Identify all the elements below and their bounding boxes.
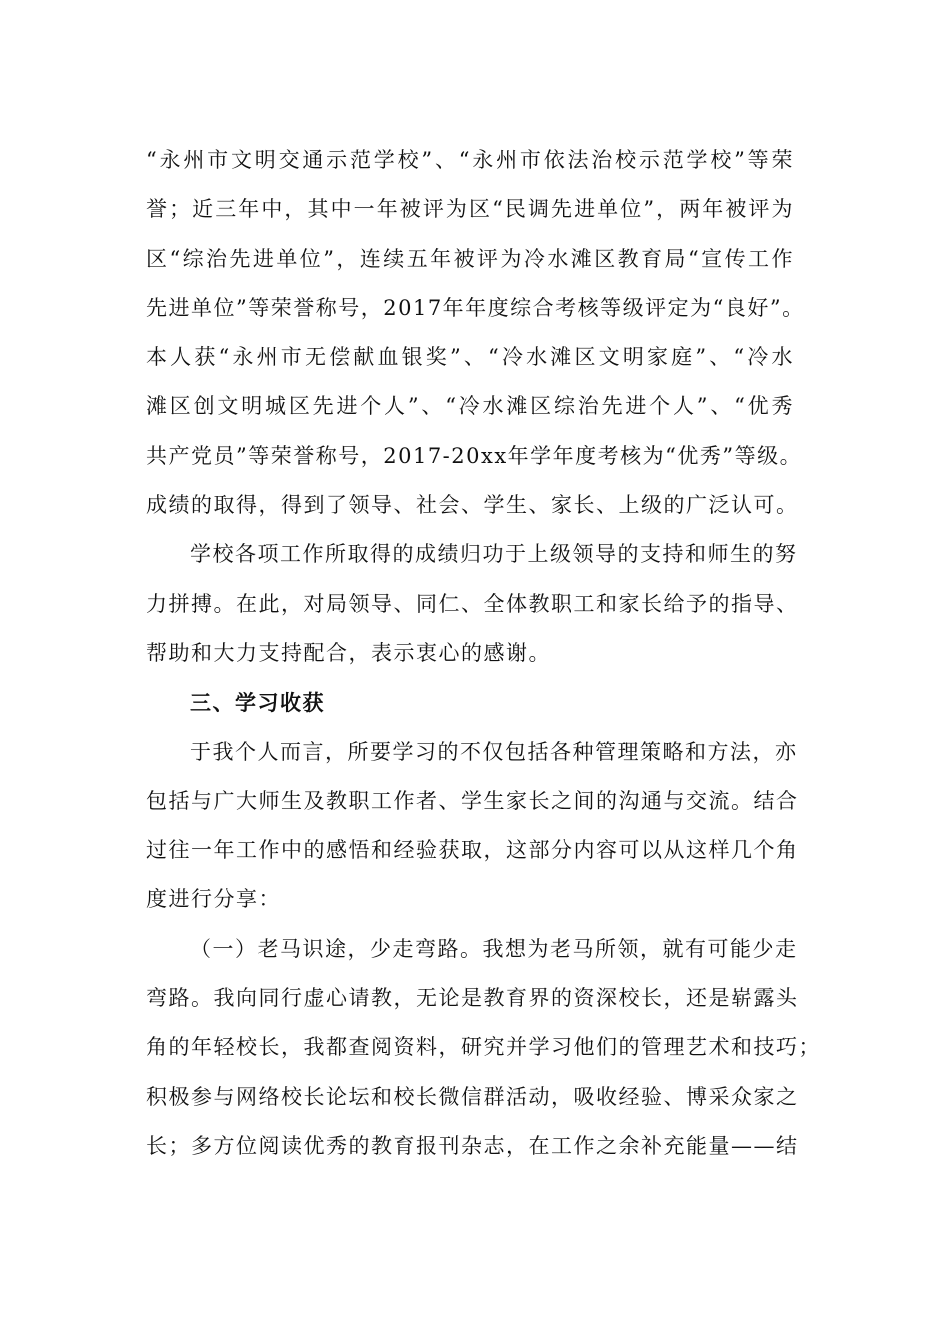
text-line: 滩区创文明城区先进个人”、“冷水滩区综治先进个人”、“优秀: [146, 394, 794, 419]
text-line: 长；多方位阅读优秀的教育报刊杂志，在工作之余补充能量——结: [146, 1133, 799, 1158]
text-line: 过往一年工作中的感悟和经验获取，这部分内容可以从这样几个角: [146, 838, 799, 863]
text-line: 包括与广大师生及教职工作者、学生家长之间的沟通与交流。结合: [146, 788, 799, 813]
text-line: 区“综治先进单位”，连续五年被评为冷水滩区教育局“宣传工作: [146, 246, 794, 271]
text-line: 本人获“永州市无偿献血银奖”、“冷水滩区文明家庭”、“冷水: [146, 345, 794, 370]
text-line: （一）老马识途，少走弯路。我想为老马所领，就有可能少走: [190, 936, 798, 961]
text-line: 积极参与网络校长论坛和校长微信群活动，吸收经验、博采众家之: [146, 1084, 799, 1109]
text-line: 先进单位”等荣誉称号，2017年年度综合考核等级评定为“良好”。: [146, 295, 805, 320]
text-line: 于我个人而言，所要学习的不仅包括各种管理策略和方法，亦: [190, 739, 798, 764]
text-line: 度进行分享：: [146, 887, 281, 912]
text-line: 角的年轻校长，我都查阅资料，研究并学习他们的管理艺术和技巧；: [146, 1035, 821, 1060]
text-line: 帮助和大力支持配合，表示衷心的感谢。: [146, 640, 551, 665]
text-line: 弯路。我向同行虚心请教，无论是教育界的资深校长，还是崭露头: [146, 986, 799, 1011]
text-line: “永州市文明交通示范学校”、“永州市依法治校示范学校”等荣: [146, 148, 794, 172]
document-body: [146, 136, 826, 1171]
text-line: 学校各项工作所取得的成绩归功于上级领导的支持和师生的努: [190, 542, 798, 567]
text-line: 共产党员”等荣誉称号，2017-20xx年学年度考核为“优秀”等级。: [146, 443, 803, 468]
text-line: 力拼搏。在此，对局领导、同仁、全体教职工和家长给予的指导、: [146, 591, 799, 616]
text-line: 誉；近三年中，其中一年被评为区“民调先进单位”，两年被评为: [146, 197, 794, 222]
text-line: 成绩的取得，得到了领导、社会、学生、家长、上级的广泛认可。: [146, 493, 799, 518]
section-heading: 三、学习收获: [190, 690, 325, 716]
